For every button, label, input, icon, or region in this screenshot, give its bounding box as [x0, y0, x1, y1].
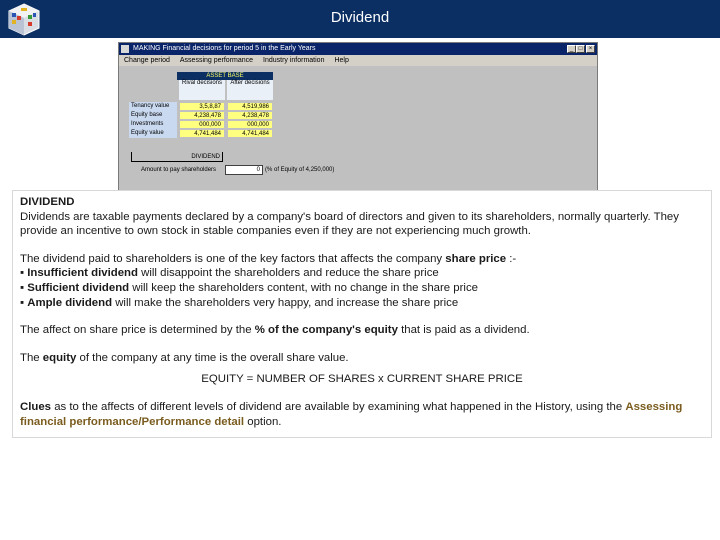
table-cell: 4,741,484 [179, 129, 225, 138]
equity-paragraph [20, 351, 704, 366]
list-item [20, 266, 704, 281]
row-label: Tenancy value [129, 102, 177, 111]
bullet-term: Sufficient dividend [27, 281, 130, 294]
key-factor-paragraph [20, 252, 704, 267]
dividend-section-label: DIVIDEND [131, 152, 223, 162]
performance-detail-link[interactable]: Assessing financial performance/Performance detail [20, 400, 683, 428]
clues-term: Clues [20, 400, 52, 413]
column-header: After decisions [227, 80, 273, 100]
bullet-text: will disappoint the shareholders and reduce the share price [137, 267, 439, 280]
bullet-term: Ample dividend [27, 296, 113, 309]
window-menu-bar [119, 55, 597, 66]
text: that is paid as a dividend. [397, 324, 530, 337]
asset-base-table [129, 80, 275, 142]
bullet-icon: ▪ [20, 267, 25, 280]
bullet-icon: ▪ [20, 281, 25, 294]
list-item [20, 296, 704, 311]
row-label: Equity base [129, 111, 177, 120]
table-cell: 3,5,8,87 [179, 102, 225, 111]
equity-percent-term: % of the company's equity [254, 324, 398, 337]
table-cell: 4,238,478 [227, 111, 273, 120]
table-cell: 000,000 [179, 120, 225, 129]
panel-heading: DIVIDEND [20, 196, 75, 208]
amount-input[interactable]: 0 [225, 165, 263, 175]
close-icon[interactable]: × [586, 45, 595, 53]
text: The affect on share price is determined by the [20, 324, 255, 337]
amount-label: Amount to pay shareholders [141, 167, 217, 173]
column-header: Rival decisions [179, 80, 225, 100]
bullet-text: will make the shareholders very happy, and increase the share price [112, 296, 459, 309]
text: as to the affects of different levels of dividend are available by examining what happened in the History, using the [51, 400, 626, 413]
equity-term: equity [42, 351, 77, 364]
window-title: MAKING Financial decisions for period 5 in the Early Years [133, 45, 316, 52]
minimize-icon[interactable]: _ [567, 45, 576, 53]
table-cell: 4,519,986 [227, 102, 273, 111]
list-item [20, 281, 704, 296]
maximize-icon[interactable]: □ [576, 45, 585, 53]
clues-paragraph [20, 400, 704, 429]
window-app-icon [121, 45, 129, 53]
bullet-icon: ▪ [20, 296, 25, 309]
text: The dividend paid to shareholders is one of the key factors that affects the company [20, 252, 446, 265]
top-bar [0, 0, 720, 38]
table-cell: 4,741,484 [227, 129, 273, 138]
equity-formula: EQUITY = NUMBER OF SHARES x CURRENT SHARE PRICE [201, 373, 523, 386]
text: option. [244, 415, 282, 428]
asset-base-heading: ASSET BASE [177, 72, 273, 80]
menu-change-period[interactable]: Change period [124, 57, 170, 64]
share-price-term: share price [445, 252, 507, 265]
menu-assessing-performance[interactable]: Assessing performance [179, 57, 254, 64]
intro-paragraph: Dividends are taxable payments declared by a company's board of directors and given to its shareholders, normally quarterly. They provide an incentive to own stock in stable companies even if they are not experiencing much growth. [20, 210, 679, 238]
text: The [20, 351, 43, 364]
text: :- [506, 252, 517, 265]
window-title-bar [119, 43, 597, 55]
bullet-text: will keep the shareholders content, with no change in the share price [129, 281, 478, 294]
row-label: Investments [129, 120, 177, 129]
menu-help[interactable]: Help [334, 57, 349, 64]
table-cell: 4,238,478 [179, 111, 225, 120]
table-cell: 000,000 [227, 120, 273, 129]
page-title: Dividend [330, 9, 390, 26]
menu-industry-information[interactable]: Industry information [263, 57, 325, 64]
embedded-window-screenshot [118, 42, 598, 192]
bullet-term: Insufficient dividend [27, 267, 138, 280]
share-price-paragraph [20, 323, 704, 338]
window-content [119, 66, 597, 191]
text: of the company at any time is the overall share value. [76, 351, 349, 364]
dividend-info-panel [12, 190, 712, 438]
amount-note: (% of Equity of 4,250,000) [265, 167, 335, 173]
row-label: Equity value [129, 129, 177, 138]
